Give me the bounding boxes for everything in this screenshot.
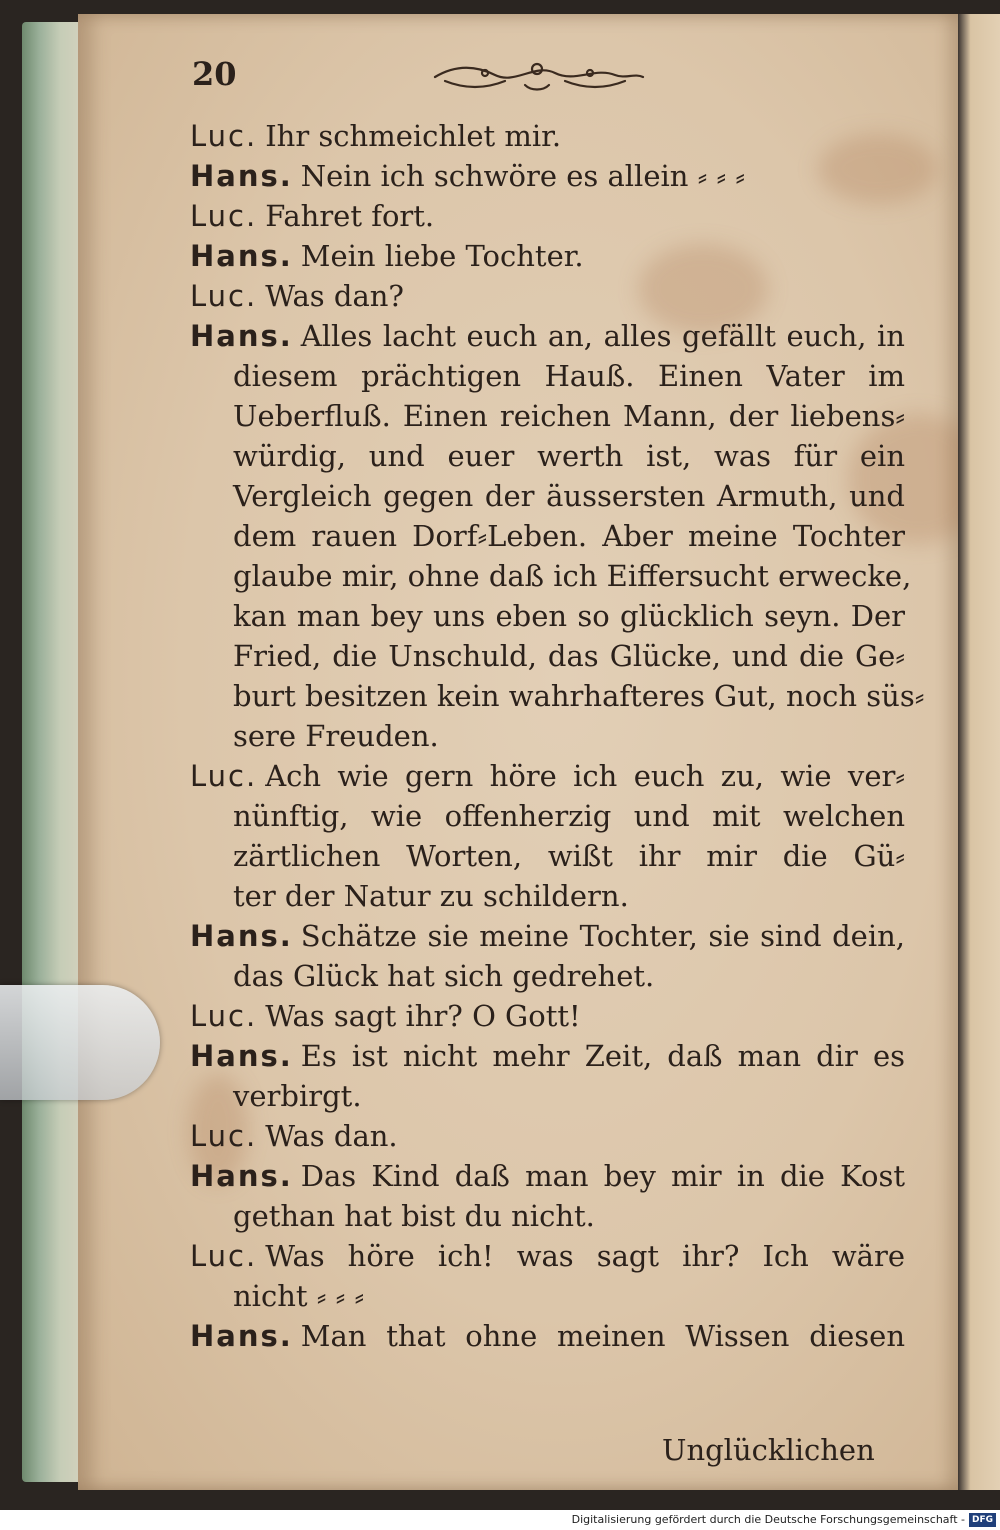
dialogue-text: dem rauen Dorf⸗Leben. Aber meine Tochter [233, 519, 905, 553]
dialogue-line [190, 236, 905, 276]
dialogue-text: würdig, und euer werth ist, was für ein [233, 439, 905, 473]
dialogue-line [190, 196, 905, 236]
dialogue-text: Fried, die Unschuld, das Glücke, und die Ge⸗ [233, 639, 905, 673]
speaker-name: Luc. [190, 1239, 258, 1273]
dialogue-line [190, 1116, 905, 1156]
dialogue-line [190, 396, 905, 436]
dialogue-text: Was dan? [265, 279, 404, 313]
dialogue-text: ter der Natur zu schildern. [233, 879, 629, 913]
dialogue-line [190, 956, 905, 996]
dialogue-line [190, 1156, 905, 1196]
dialogue-text: diesem prächtigen Hauß. Einen Vater im [233, 359, 905, 393]
speaker-name: Luc. [190, 199, 258, 233]
dialogue-text: nicht ⸗ ⸗ ⸗ [233, 1279, 365, 1313]
dialogue-text: Schätze sie meine Tochter, sie sind dein, [300, 919, 905, 953]
dialogue-text: glaube mir, ohne daß ich Eiffersucht erwecke, [233, 559, 912, 593]
dialogue-line [190, 796, 905, 836]
speaker-name: Hans. [190, 319, 293, 353]
dialogue-text: Es ist nicht mehr Zeit, daß man dir es [300, 1039, 905, 1073]
dialogue-line [190, 1196, 905, 1236]
dialogue-line [190, 476, 905, 516]
dialogue-line [190, 436, 905, 476]
page-number: 20 [192, 55, 237, 93]
dialogue-line [190, 116, 905, 156]
catchword: Unglücklichen [662, 1433, 875, 1467]
dialogue-text: nünftig, wie offenherzig und mit welchen [233, 799, 905, 833]
dialogue-text: Das Kind daß man bey mir in die Kost [300, 1159, 905, 1193]
speaker-name: Hans. [190, 1039, 293, 1073]
ornament-icon [425, 55, 650, 95]
dialogue-text: Ueberfluß. Einen reichen Mann, der liebens⸗ [233, 399, 905, 433]
dialogue-line [190, 1076, 905, 1116]
speaker-name: Hans. [190, 239, 293, 273]
dialogue-text: zärtlichen Worten, wißt ihr mir die Gü⸗ [233, 839, 905, 873]
dialogue-line [190, 676, 925, 716]
dialogue-line [190, 1236, 905, 1276]
dialogue-line [190, 876, 905, 916]
dialogue-line [190, 356, 905, 396]
speaker-name: Luc. [190, 1119, 258, 1153]
dialogue-text: burt besitzen kein wahrhafteres Gut, noch süs⸗ [233, 679, 925, 713]
speaker-name: Hans. [190, 919, 293, 953]
dialogue-line [190, 1036, 905, 1076]
footer-text: Digitalisierung gefördert durch die Deutsche Forschungsgemeinschaft - [571, 1513, 965, 1526]
dialogue-line [190, 1316, 905, 1356]
speaker-name: Hans. [190, 1319, 293, 1353]
speaker-name: Luc. [190, 119, 258, 153]
dialogue-text: Ach wie gern höre ich euch zu, wie ver⸗ [265, 759, 905, 793]
dialogue-text: Ihr schmeichlet mir. [265, 119, 562, 153]
dialogue-text: verbirgt. [233, 1079, 362, 1113]
dialogue-line [190, 156, 905, 196]
play-dialogue [190, 116, 925, 1356]
speaker-name: Luc. [190, 999, 258, 1033]
dialogue-line [190, 556, 912, 596]
dialogue-line [190, 516, 905, 556]
dialogue-text: Man that ohne meinen Wissen diesen [300, 1319, 905, 1353]
dfg-logo-icon: DFG [969, 1513, 996, 1527]
dialogue-text: Nein ich schwöre es allein ⸗ ⸗ ⸗ [300, 159, 746, 193]
dialogue-text: Fahret fort. [265, 199, 435, 233]
footer-bar [0, 1510, 1000, 1530]
dialogue-line [190, 916, 905, 956]
speaker-name: Hans. [190, 1159, 293, 1193]
dialogue-text: Was sagt ihr? O Gott! [265, 999, 581, 1033]
dialogue-line [190, 596, 905, 636]
dialogue-text: kan man bey uns eben so glücklich seyn. Der [233, 599, 905, 633]
dialogue-line [190, 836, 905, 876]
dialogue-line [190, 316, 905, 356]
facing-page-edge [958, 14, 1000, 1490]
dialogue-line [190, 636, 905, 676]
dialogue-text: sere Freuden. [233, 719, 439, 753]
speaker-name: Luc. [190, 759, 258, 793]
dialogue-line [190, 996, 905, 1036]
dialogue-text: Was höre ich! was sagt ihr? Ich wäre [265, 1239, 905, 1273]
dialogue-line [190, 756, 905, 796]
plastic-page-clip [0, 985, 160, 1100]
dialogue-text: gethan hat bist du nicht. [233, 1199, 595, 1233]
dialogue-text: Vergleich gegen der äussersten Armuth, und [233, 479, 905, 513]
dialogue-text: Alles lacht euch an, alles gefällt euch, in [300, 319, 905, 353]
speaker-name: Hans. [190, 159, 293, 193]
dialogue-line [190, 1276, 905, 1316]
dialogue-line [190, 276, 905, 316]
speaker-name: Luc. [190, 279, 258, 313]
dialogue-text: Mein liebe Tochter. [300, 239, 584, 273]
dialogue-line [190, 716, 905, 756]
dialogue-text: Was dan. [265, 1119, 398, 1153]
dialogue-text: das Glück hat sich gedrehet. [233, 959, 655, 993]
